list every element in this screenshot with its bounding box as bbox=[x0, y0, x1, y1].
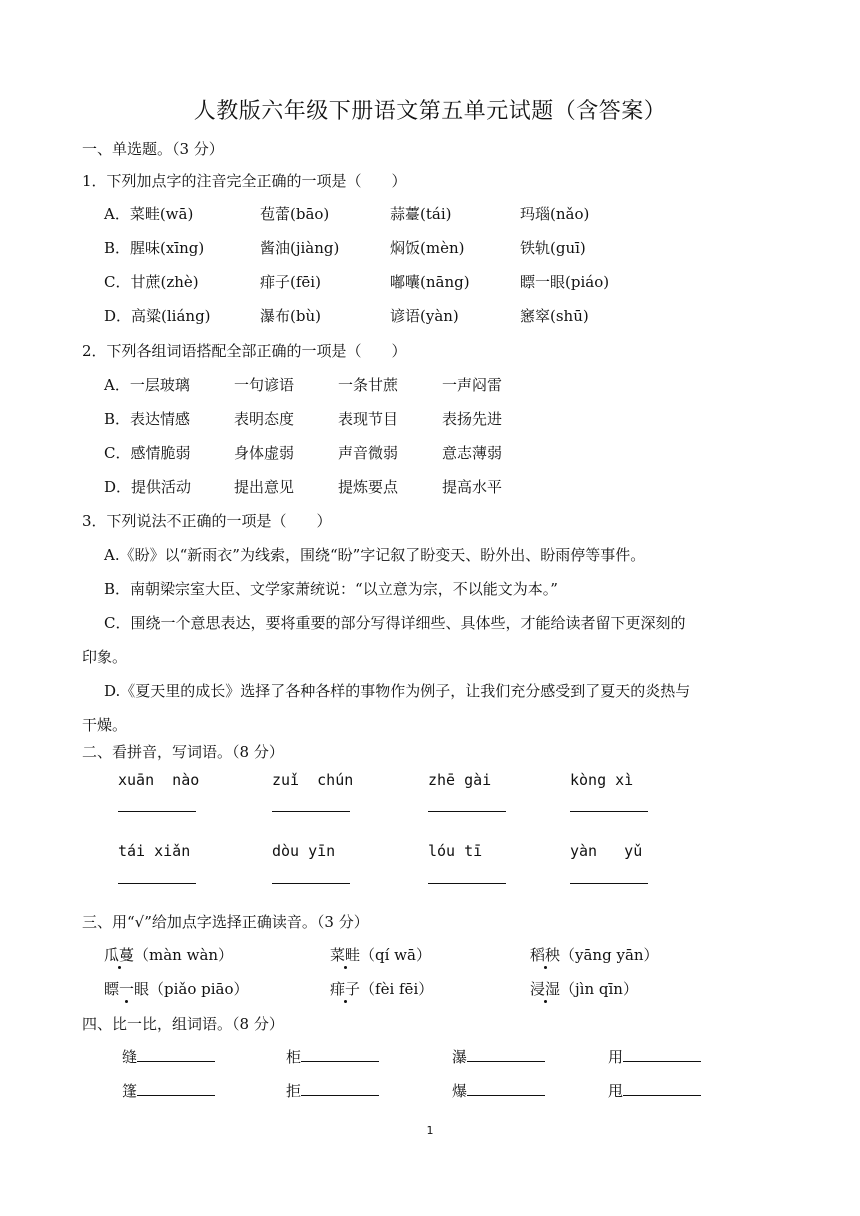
q1-option-d-4: 窸窣(shū) bbox=[520, 307, 589, 325]
q2-option-b-2: 表明态度 bbox=[234, 410, 295, 428]
question3-stem: 3．下列说法不正确的一项是（ ） bbox=[82, 512, 332, 530]
reading-item-2: 菜畦（qí wā） bbox=[330, 946, 431, 964]
pinyin-7: lóu tī bbox=[428, 842, 483, 860]
q3-option-d-line1: D.《夏天里的成长》选择了各种各样的事物作为例子，让我们充分感受到了夏天的炎热与 bbox=[104, 682, 691, 700]
q1-option-d-1: D．高粱(liáng) bbox=[104, 307, 211, 325]
page-number: 1 bbox=[426, 1124, 434, 1137]
q2-option-a-3: 一条甘蔗 bbox=[338, 376, 399, 394]
q1-option-c-3: 嘟囔(nāng) bbox=[390, 273, 470, 291]
section1-heading: 一、单选题。（3 分） bbox=[82, 140, 224, 158]
pinyin-3: zhē gài bbox=[428, 771, 492, 789]
q1-option-a-4: 玛瑙(nǎo) bbox=[520, 205, 590, 223]
section2-heading: 二、看拼音，写词语。（8 分） bbox=[82, 743, 284, 761]
compare-item: 篷 bbox=[122, 1080, 215, 1101]
q2-option-c-1: C．感情脆弱 bbox=[104, 444, 191, 462]
section3-heading: 三、用“√”给加点字选择正确读音。（3 分） bbox=[82, 913, 369, 931]
reading-item-5: 痱子（fèi fēi） bbox=[330, 980, 434, 998]
q1-option-d-3: 谚语(yàn) bbox=[390, 307, 459, 325]
answer-blank bbox=[118, 883, 196, 884]
q3-option-a: A.《盼》以“新雨衣”为线索，围绕“盼”字记叙了盼变天、盼外出、盼雨停等事件。 bbox=[104, 546, 646, 564]
q2-option-a-4: 一声闷雷 bbox=[442, 376, 503, 394]
q2-option-d-4: 提高水平 bbox=[442, 478, 503, 496]
answer-blank bbox=[272, 883, 350, 884]
q2-option-c-4: 意志薄弱 bbox=[442, 444, 503, 462]
q2-option-c-2: 身体虚弱 bbox=[234, 444, 295, 462]
question2-stem: 2．下列各组词语搭配全部正确的一项是（ ） bbox=[82, 342, 407, 360]
q1-option-a-3: 蒜薹(tái) bbox=[390, 205, 452, 223]
pinyin-6: dòu yīn bbox=[272, 842, 336, 860]
reading-item-4: 瞟一眼（piǎo piāo） bbox=[104, 980, 249, 998]
q2-option-a-2: 一句谚语 bbox=[234, 376, 295, 394]
compare-item: 缝 bbox=[122, 1046, 215, 1067]
q1-option-a-1: A．菜畦(wā) bbox=[104, 205, 194, 223]
q1-option-b-1: B．腥味(xīng) bbox=[104, 239, 205, 257]
q1-option-c-1: C．甘蔗(zhè) bbox=[104, 273, 199, 291]
q1-option-b-2: 酱油(jiàng) bbox=[260, 239, 340, 257]
answer-blank bbox=[428, 811, 506, 812]
compare-item: 爆 bbox=[452, 1080, 545, 1101]
answer-blank bbox=[428, 883, 506, 884]
pinyin-5: tái xiǎn bbox=[118, 842, 191, 860]
compare-item: 柜 bbox=[286, 1046, 379, 1067]
q3-option-c-line2: 印象。 bbox=[82, 648, 128, 666]
compare-item: 瀑 bbox=[452, 1046, 545, 1067]
q1-option-a-2: 苞蕾(bāo) bbox=[260, 205, 330, 223]
compare-item: 用 bbox=[608, 1046, 701, 1067]
q2-option-d-2: 提出意见 bbox=[234, 478, 295, 496]
reading-item-1: 瓜蔓（màn wàn） bbox=[104, 946, 234, 964]
q3-option-c-line1: C．围绕一个意思表达，要将重要的部分写得详细些、具体些，才能给读者留下更深刻的 bbox=[104, 614, 686, 632]
page-title: 人教版六年级下册语文第五单元试题（含答案） bbox=[193, 99, 667, 124]
q2-option-d-3: 提炼要点 bbox=[338, 478, 399, 496]
pinyin-1: xuān nào bbox=[118, 771, 200, 789]
q2-option-d-1: D．提供活动 bbox=[104, 478, 192, 496]
q1-option-d-2: 瀑布(bù) bbox=[260, 307, 321, 325]
reading-item-3: 稻秧（yāng yān） bbox=[530, 946, 659, 964]
q1-option-c-2: 痱子(fēi) bbox=[260, 273, 321, 291]
q3-option-b: B．南朝梁宗室大臣、文学家萧统说：“以立意为宗，不以能文为本。” bbox=[104, 580, 558, 598]
compare-item: 拒 bbox=[286, 1080, 379, 1101]
answer-blank bbox=[118, 811, 196, 812]
answer-blank bbox=[272, 811, 350, 812]
q1-option-b-3: 焖饭(mèn) bbox=[390, 239, 465, 257]
pinyin-4: kòng xì bbox=[570, 771, 634, 789]
q2-option-b-4: 表扬先进 bbox=[442, 410, 503, 428]
q2-option-b-1: B．表达情感 bbox=[104, 410, 191, 428]
q1-option-c-4: 瞟一眼(piáo) bbox=[520, 273, 610, 291]
pinyin-8: yàn yǔ bbox=[570, 842, 643, 860]
reading-item-6: 浸湿（jìn qīn） bbox=[530, 980, 638, 998]
answer-blank bbox=[570, 811, 648, 812]
q1-option-b-4: 铁轨(guī) bbox=[520, 239, 586, 257]
compare-item: 甩 bbox=[608, 1080, 701, 1101]
question1-stem: 1．下列加点字的注音完全正确的一项是（ ） bbox=[82, 172, 407, 190]
answer-blank bbox=[570, 883, 648, 884]
q3-option-d-line2: 干燥。 bbox=[82, 716, 128, 734]
q2-option-c-3: 声音微弱 bbox=[338, 444, 399, 462]
pinyin-2: zuǐ chún bbox=[272, 771, 354, 789]
q2-option-b-3: 表现节目 bbox=[338, 410, 399, 428]
q2-option-a-1: A．一层玻璃 bbox=[104, 376, 190, 394]
section4-heading: 四、比一比，组词语。（8 分） bbox=[82, 1015, 284, 1033]
